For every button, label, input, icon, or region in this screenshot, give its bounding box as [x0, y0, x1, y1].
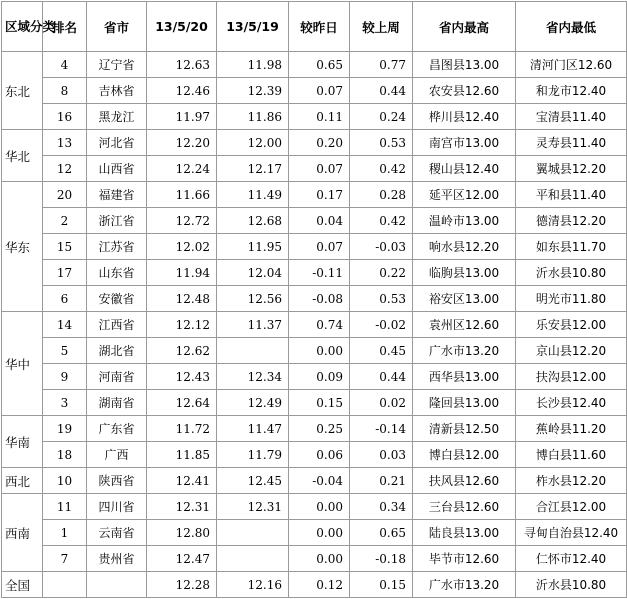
header-date-1: 13/5/20	[147, 2, 217, 52]
cell-province: 湖北省	[87, 338, 147, 364]
cell-province-low: 扶沟县12.00	[516, 364, 627, 390]
cell-vs-week: 0.03	[350, 442, 413, 468]
cell-province-high: 桦川县12.40	[413, 104, 516, 130]
cell-province-high: 昌图县13.00	[413, 52, 516, 78]
cell-province-high: 三台县12.60	[413, 494, 516, 520]
cell-province-high: 西华县13.00	[413, 364, 516, 390]
cell-province-high: 广水市13.20	[413, 572, 516, 598]
cell-price-0520: 12.41	[147, 468, 217, 494]
cell-price-0520: 12.24	[147, 156, 217, 182]
cell-vs-day: 0.00	[289, 520, 350, 546]
header-high: 省内最高	[413, 2, 516, 52]
cell-region: 全国	[2, 572, 43, 598]
cell-price-0519: 11.86	[217, 104, 289, 130]
cell-vs-day: 0.00	[289, 338, 350, 364]
table-row	[2, 208, 627, 234]
cell-price-0519: 12.17	[217, 156, 289, 182]
cell-vs-day: 0.00	[289, 494, 350, 520]
cell-rank: 17	[43, 260, 87, 286]
cell-price-0519: 12.56	[217, 286, 289, 312]
cell-province-high: 陆良县13.00	[413, 520, 516, 546]
cell-province: 广东省	[87, 416, 147, 442]
cell-region: 西南	[2, 494, 43, 572]
cell-province: 浙江省	[87, 208, 147, 234]
cell-price-0519: 11.79	[217, 442, 289, 468]
table-row	[2, 156, 627, 182]
cell-province-low: 博白县11.60	[516, 442, 627, 468]
cell-price-0519: 12.45	[217, 468, 289, 494]
cell-province-high: 延平区12.00	[413, 182, 516, 208]
table-row	[2, 234, 627, 260]
cell-vs-week: 0.15	[350, 572, 413, 598]
cell-price-0520: 12.46	[147, 78, 217, 104]
cell-vs-day: 0.04	[289, 208, 350, 234]
table-row	[2, 442, 627, 468]
cell-province: 福建省	[87, 182, 147, 208]
cell-rank: 5	[43, 338, 87, 364]
cell-province-high: 裕安区13.00	[413, 286, 516, 312]
cell-province: 安徽省	[87, 286, 147, 312]
cell-price-0520: 11.85	[147, 442, 217, 468]
cell-vs-week: 0.77	[350, 52, 413, 78]
cell-province-low: 长沙县12.40	[516, 390, 627, 416]
cell-price-0520: 12.20	[147, 130, 217, 156]
cell-vs-week: 0.45	[350, 338, 413, 364]
cell-province: 云南省	[87, 520, 147, 546]
cell-price-0520: 12.31	[147, 494, 217, 520]
cell-vs-week: 0.53	[350, 286, 413, 312]
cell-vs-day: -0.11	[289, 260, 350, 286]
cell-province-high: 广水市13.20	[413, 338, 516, 364]
cell-vs-week: -0.14	[350, 416, 413, 442]
cell-region: 西北	[2, 468, 43, 494]
cell-price-0519: 12.39	[217, 78, 289, 104]
cell-province: 湖南省	[87, 390, 147, 416]
table-row	[2, 52, 627, 78]
cell-province: 四川省	[87, 494, 147, 520]
cell-rank: 18	[43, 442, 87, 468]
table-body	[2, 52, 627, 598]
cell-price-0520: 11.72	[147, 416, 217, 442]
cell-rank: 16	[43, 104, 87, 130]
cell-province-low: 平和县11.40	[516, 182, 627, 208]
cell-price-0520: 11.94	[147, 260, 217, 286]
cell-province	[87, 572, 147, 598]
cell-vs-day: 0.20	[289, 130, 350, 156]
cell-price-0519: 12.31	[217, 494, 289, 520]
cell-region: 东北	[2, 52, 43, 130]
cell-rank: 10	[43, 468, 87, 494]
cell-province: 山东省	[87, 260, 147, 286]
cell-province: 辽宁省	[87, 52, 147, 78]
table-row	[2, 312, 627, 338]
cell-vs-day: 0.74	[289, 312, 350, 338]
cell-province-high: 农安县12.60	[413, 78, 516, 104]
cell-price-0519: 11.98	[217, 52, 289, 78]
cell-province-low: 灵寿县11.40	[516, 130, 627, 156]
cell-vs-day: 0.17	[289, 182, 350, 208]
cell-province-high: 隆回县13.00	[413, 390, 516, 416]
cell-province-low: 和龙市12.40	[516, 78, 627, 104]
header-date-2: 13/5/19	[217, 2, 289, 52]
table-row	[2, 182, 627, 208]
cell-province-low: 蕉岭县11.20	[516, 416, 627, 442]
cell-price-0520: 12.64	[147, 390, 217, 416]
cell-province: 河北省	[87, 130, 147, 156]
table-row	[2, 572, 627, 598]
cell-rank: 13	[43, 130, 87, 156]
cell-price-0520: 12.28	[147, 572, 217, 598]
cell-province-low: 清河门区12.60	[516, 52, 627, 78]
cell-price-0520: 11.66	[147, 182, 217, 208]
cell-province-low: 沂水县10.80	[516, 572, 627, 598]
cell-vs-day: 0.15	[289, 390, 350, 416]
table-row	[2, 546, 627, 572]
cell-rank: 20	[43, 182, 87, 208]
cell-price-0520: 12.43	[147, 364, 217, 390]
cell-vs-week: 0.02	[350, 390, 413, 416]
cell-price-0519: 11.49	[217, 182, 289, 208]
cell-province: 黑龙江	[87, 104, 147, 130]
cell-price-0519	[217, 520, 289, 546]
cell-vs-week: 0.21	[350, 468, 413, 494]
cell-price-0519: 12.68	[217, 208, 289, 234]
cell-vs-day: 0.09	[289, 364, 350, 390]
cell-province: 江西省	[87, 312, 147, 338]
cell-price-0520: 12.12	[147, 312, 217, 338]
cell-province-low: 明光市11.80	[516, 286, 627, 312]
cell-vs-day: -0.04	[289, 468, 350, 494]
table-row	[2, 520, 627, 546]
cell-rank: 8	[43, 78, 87, 104]
cell-rank: 6	[43, 286, 87, 312]
cell-vs-week: 0.22	[350, 260, 413, 286]
cell-price-0520: 12.72	[147, 208, 217, 234]
cell-price-0520: 12.47	[147, 546, 217, 572]
cell-vs-day: 0.65	[289, 52, 350, 78]
cell-province-high: 袁州区12.60	[413, 312, 516, 338]
cell-rank: 9	[43, 364, 87, 390]
cell-vs-day: 0.11	[289, 104, 350, 130]
cell-price-0520: 12.80	[147, 520, 217, 546]
cell-price-0520: 12.48	[147, 286, 217, 312]
header-region: 区域分类	[2, 2, 43, 52]
price-table	[1, 1, 627, 598]
cell-rank: 7	[43, 546, 87, 572]
cell-rank: 11	[43, 494, 87, 520]
cell-price-0519: 12.00	[217, 130, 289, 156]
cell-province-high: 温岭市13.00	[413, 208, 516, 234]
cell-vs-week: -0.18	[350, 546, 413, 572]
table-row	[2, 338, 627, 364]
table-row	[2, 468, 627, 494]
cell-vs-day: 0.07	[289, 78, 350, 104]
cell-vs-week: 0.53	[350, 130, 413, 156]
cell-price-0520: 12.02	[147, 234, 217, 260]
cell-vs-week: 0.28	[350, 182, 413, 208]
cell-rank: 2	[43, 208, 87, 234]
header-low: 省内最低	[516, 2, 627, 52]
cell-price-0519: 11.95	[217, 234, 289, 260]
table-row	[2, 104, 627, 130]
table-row	[2, 416, 627, 442]
cell-vs-week: 0.44	[350, 364, 413, 390]
cell-price-0520: 12.62	[147, 338, 217, 364]
cell-province-high: 响水县12.20	[413, 234, 516, 260]
cell-rank: 12	[43, 156, 87, 182]
cell-rank: 19	[43, 416, 87, 442]
cell-rank: 4	[43, 52, 87, 78]
cell-province-low: 合江县12.00	[516, 494, 627, 520]
cell-price-0519: 12.04	[217, 260, 289, 286]
cell-vs-day: 0.00	[289, 546, 350, 572]
cell-province: 广西	[87, 442, 147, 468]
cell-province: 河南省	[87, 364, 147, 390]
cell-province-low: 德清县12.20	[516, 208, 627, 234]
cell-vs-week: -0.03	[350, 234, 413, 260]
cell-region: 华中	[2, 312, 43, 416]
cell-vs-week: 0.34	[350, 494, 413, 520]
cell-province-low: 寻甸自治县12.40	[516, 520, 627, 546]
cell-vs-week: 0.42	[350, 208, 413, 234]
table-row	[2, 364, 627, 390]
cell-province: 山西省	[87, 156, 147, 182]
cell-price-0519: 12.34	[217, 364, 289, 390]
cell-rank: 1	[43, 520, 87, 546]
cell-region: 华东	[2, 182, 43, 312]
cell-vs-week: -0.02	[350, 312, 413, 338]
cell-province: 江苏省	[87, 234, 147, 260]
cell-province-high: 临朐县13.00	[413, 260, 516, 286]
cell-province-high: 扶风县12.60	[413, 468, 516, 494]
cell-province-low: 乐安县12.00	[516, 312, 627, 338]
header-vs-day: 较昨日	[289, 2, 350, 52]
cell-vs-day: 0.25	[289, 416, 350, 442]
table-row	[2, 286, 627, 312]
cell-rank: 15	[43, 234, 87, 260]
cell-rank	[43, 572, 87, 598]
cell-province-low: 柞水县12.20	[516, 468, 627, 494]
cell-vs-day: 0.12	[289, 572, 350, 598]
cell-vs-day: 0.07	[289, 156, 350, 182]
cell-price-0519: 11.47	[217, 416, 289, 442]
cell-province-low: 仁怀市12.40	[516, 546, 627, 572]
table-row	[2, 260, 627, 286]
cell-province-low: 宝清县11.40	[516, 104, 627, 130]
cell-vs-week: 0.65	[350, 520, 413, 546]
cell-price-0520: 12.63	[147, 52, 217, 78]
cell-vs-week: 0.24	[350, 104, 413, 130]
cell-province-high: 南宫市13.00	[413, 130, 516, 156]
header-province: 省市	[87, 2, 147, 52]
cell-province: 贵州省	[87, 546, 147, 572]
table-row	[2, 390, 627, 416]
cell-vs-week: 0.44	[350, 78, 413, 104]
cell-province-high: 博白县12.00	[413, 442, 516, 468]
cell-price-0519: 11.37	[217, 312, 289, 338]
cell-rank: 3	[43, 390, 87, 416]
cell-province: 吉林省	[87, 78, 147, 104]
table-row	[2, 78, 627, 104]
cell-province-low: 京山县12.20	[516, 338, 627, 364]
cell-province-high: 毕节市12.60	[413, 546, 516, 572]
cell-province-low: 沂水县10.80	[516, 260, 627, 286]
cell-province-high: 稷山县12.40	[413, 156, 516, 182]
table-row	[2, 494, 627, 520]
cell-region: 华北	[2, 130, 43, 182]
header-vs-week: 较上周	[350, 2, 413, 52]
table-row	[2, 130, 627, 156]
header-rank: 排名	[43, 2, 87, 52]
cell-vs-day: 0.07	[289, 234, 350, 260]
cell-vs-day: 0.06	[289, 442, 350, 468]
header-row	[2, 2, 627, 52]
cell-vs-week: 0.42	[350, 156, 413, 182]
cell-price-0519: 12.16	[217, 572, 289, 598]
cell-price-0519	[217, 546, 289, 572]
cell-region: 华南	[2, 416, 43, 468]
cell-province-low: 翼城县12.20	[516, 156, 627, 182]
cell-price-0519	[217, 338, 289, 364]
cell-vs-day: -0.08	[289, 286, 350, 312]
cell-price-0519: 12.49	[217, 390, 289, 416]
cell-province-low: 如东县11.70	[516, 234, 627, 260]
cell-province-high: 清新县12.50	[413, 416, 516, 442]
cell-rank: 14	[43, 312, 87, 338]
cell-price-0520: 11.97	[147, 104, 217, 130]
cell-province: 陕西省	[87, 468, 147, 494]
